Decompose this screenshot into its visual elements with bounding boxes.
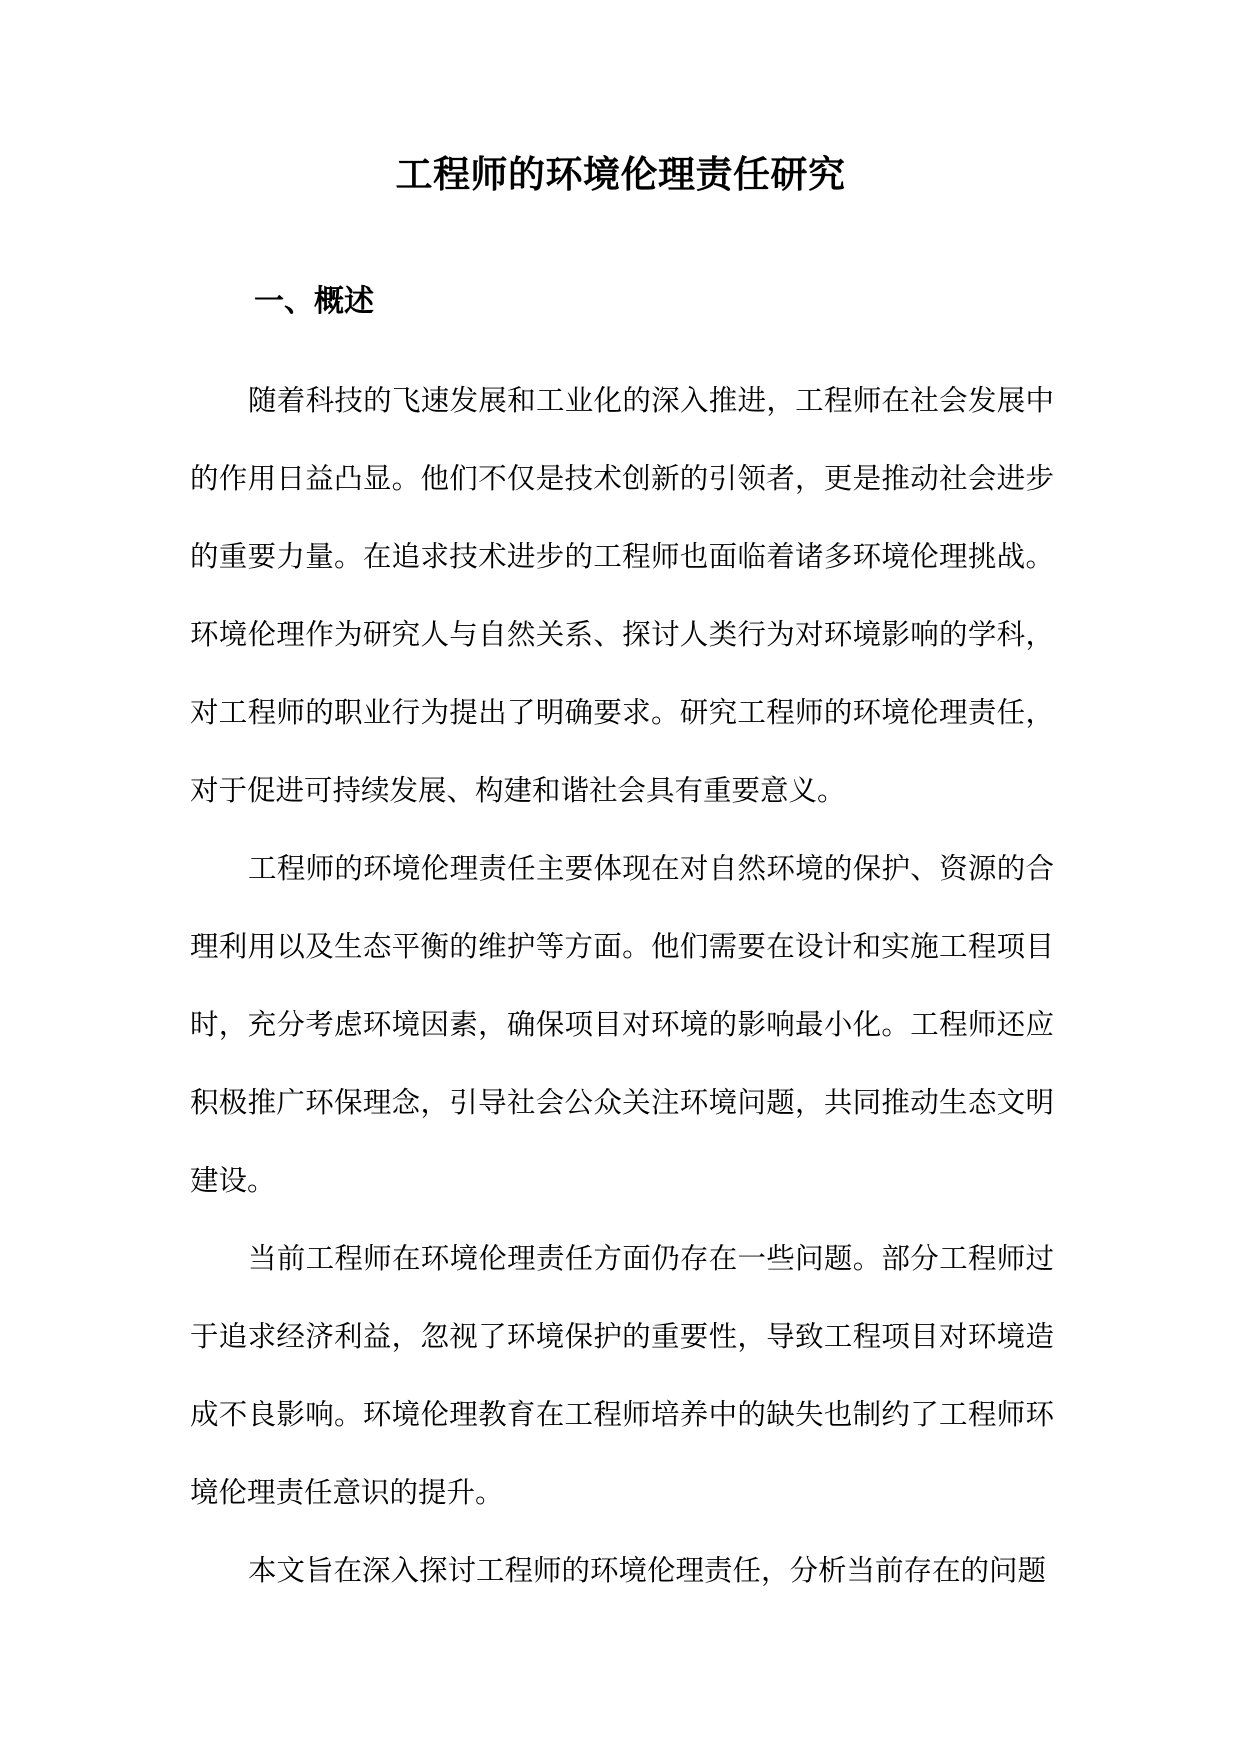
document-title: 工程师的环境伦理责任研究 xyxy=(395,153,846,196)
body-text xyxy=(190,362,1054,1610)
paragraph: 随着科技的飞速发展和工业化的深入推进，工程师在社会发展中的作用日益凸显。他们不仅是技术创新的引领者，更是推动社会进步的重要力量。在追求技术进步的工程师也面临着诸多环境伦理挑战。环境伦理作为研究人与自然关系、探讨人类行为对环境影响的学科，对工程师的职业行为提出了明确要求。研究工程师的环境伦理责任，对于促进可持续发展、构建和谐社会具有重要意义。 xyxy=(190,384,1054,807)
section-heading: 一、概述 xyxy=(254,284,374,319)
paragraph: 本文旨在深入探讨工程师的环境伦理责任，分析当前存在的问题 xyxy=(248,1554,1047,1587)
paragraph: 当前工程师在环境伦理责任方面仍存在一些问题。部分工程师过于追求经济利益，忽视了环境保护的重要性，导致工程项目对环境造成不良影响。环境伦理教育在工程师培养中的缺失也制约了工程师环境伦理责任意识的提升。 xyxy=(190,1242,1054,1509)
paragraph: 工程师的环境伦理责任主要体现在对自然环境的保护、资源的合理利用以及生态平衡的维护等方面。他们需要在设计和实施工程项目时，充分考虑环境因素，确保项目对环境的影响最小化。工程师还应积极推广环保理念，引导社会公众关注环境问题，共同推动生态文明建设。 xyxy=(190,852,1054,1197)
